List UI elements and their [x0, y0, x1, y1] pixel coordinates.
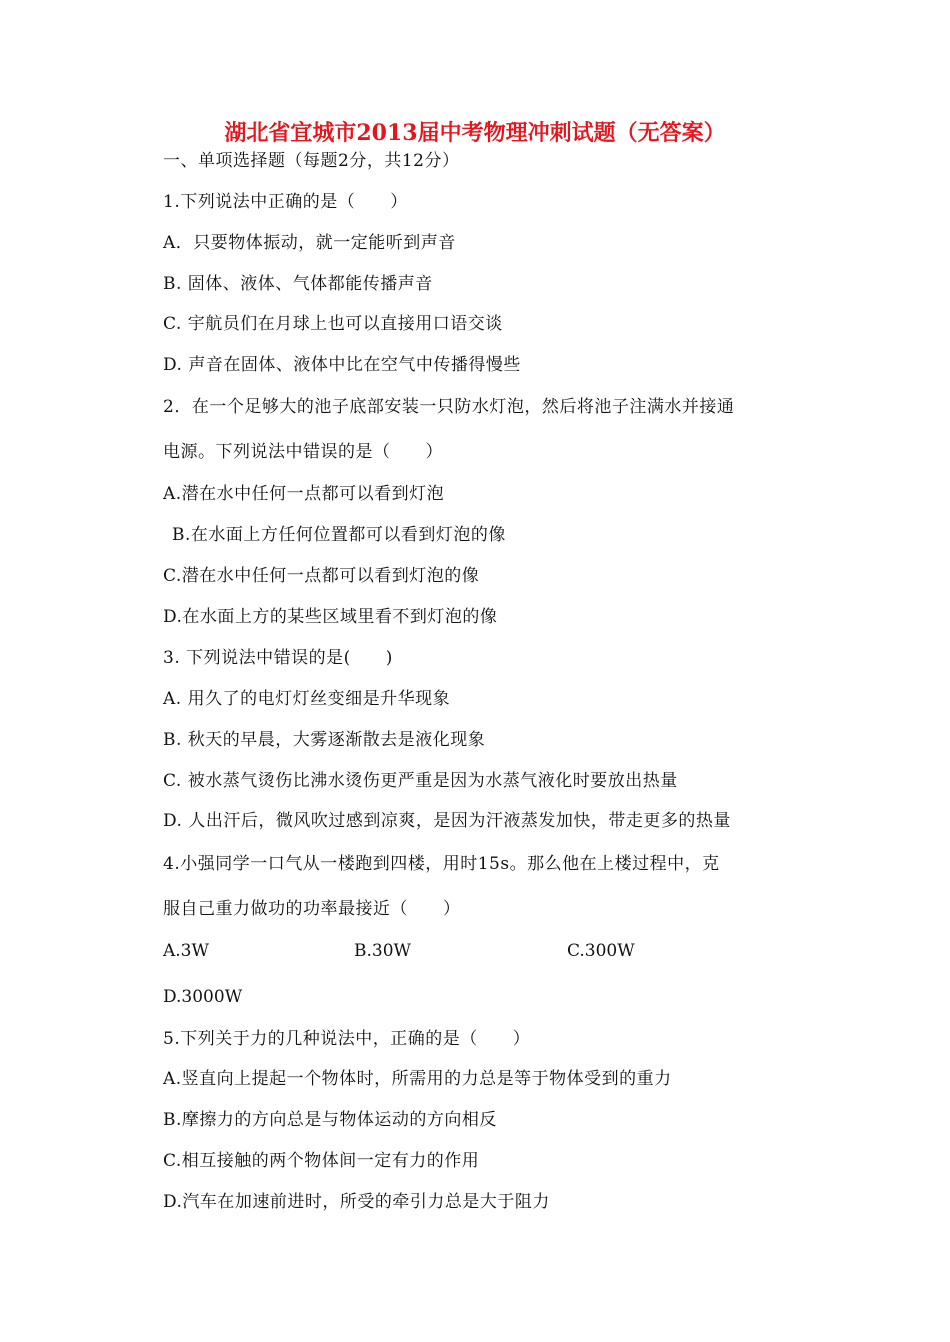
question-5-option-c: C.相互接触的两个物体间一定有力的作用	[163, 1151, 480, 1171]
question-3-option-d: D. 人出汗后，微风吹过感到凉爽，是因为汗液蒸发加快，带走更多的热量	[163, 811, 731, 831]
question-1-option-b: B. 固体、液体、气体都能传播声音	[163, 274, 433, 294]
question-2-stem-line-1: 2．在一个足够大的池子底部安装一只防水灯泡，然后将池子注满水并接通	[163, 397, 735, 417]
question-4-stem-line-1: 4.小强同学一口气从一楼跑到四楼，用时15s。那么他在上楼过程中，克	[163, 854, 720, 874]
question-2-option-b: B.在水面上方任何位置都可以看到灯泡的像	[172, 525, 506, 545]
question-1-stem: 1.下列说法中正确的是（ ）	[163, 192, 408, 212]
question-4-option-b: B.30W	[354, 941, 412, 961]
question-5-stem: 5.下列关于力的几种说法中，正确的是（ ）	[163, 1029, 531, 1049]
question-3-option-c: C. 被水蒸气烫伤比沸水烫伤更严重是因为水蒸气液化时要放出热量	[163, 771, 678, 791]
question-5-option-d: D.汽车在加速前进时，所受的牵引力总是大于阻力	[163, 1192, 550, 1212]
question-1-option-a: A．只要物体振动，就一定能听到声音	[163, 233, 456, 253]
question-1-option-c: C. 宇航员们在月球上也可以直接用口语交谈	[163, 314, 503, 334]
question-2-stem-line-2: 电源。下列说法中错误的是（ ）	[163, 442, 443, 462]
question-2-option-c: C.潜在水中任何一点都可以看到灯泡的像	[163, 566, 480, 586]
question-1-option-d: D. 声音在固体、液体中比在空气中传播得慢些	[163, 355, 521, 375]
question-3-stem: 3. 下列说法中错误的是( )	[163, 648, 393, 668]
question-3-option-b: B. 秋天的早晨，大雾逐渐散去是液化现象	[163, 730, 486, 750]
question-5-option-a: A.竖直向上提起一个物体时，所需用的力总是等于物体受到的重力	[163, 1069, 672, 1089]
section-heading: 一、单项选择题（每题2分，共12分）	[163, 151, 460, 171]
document-title: 湖北省宜城市2013届中考物理冲刺试题（无答案）	[224, 120, 726, 146]
question-2-option-a: A.潜在水中任何一点都可以看到灯泡	[163, 484, 445, 504]
question-3-option-a: A. 用久了的电灯灯丝变细是升华现象	[163, 689, 451, 709]
question-4-option-a: A.3W	[163, 941, 209, 961]
question-4-option-c: C.300W	[567, 941, 635, 961]
question-2-option-d: D.在水面上方的某些区域里看不到灯泡的像	[163, 607, 498, 627]
question-4-stem-line-2: 服自己重力做功的功率最接近（ ）	[163, 899, 461, 919]
question-4-option-d: D.3000W	[163, 987, 243, 1007]
question-5-option-b: B.摩擦力的方向总是与物体运动的方向相反	[163, 1110, 497, 1130]
